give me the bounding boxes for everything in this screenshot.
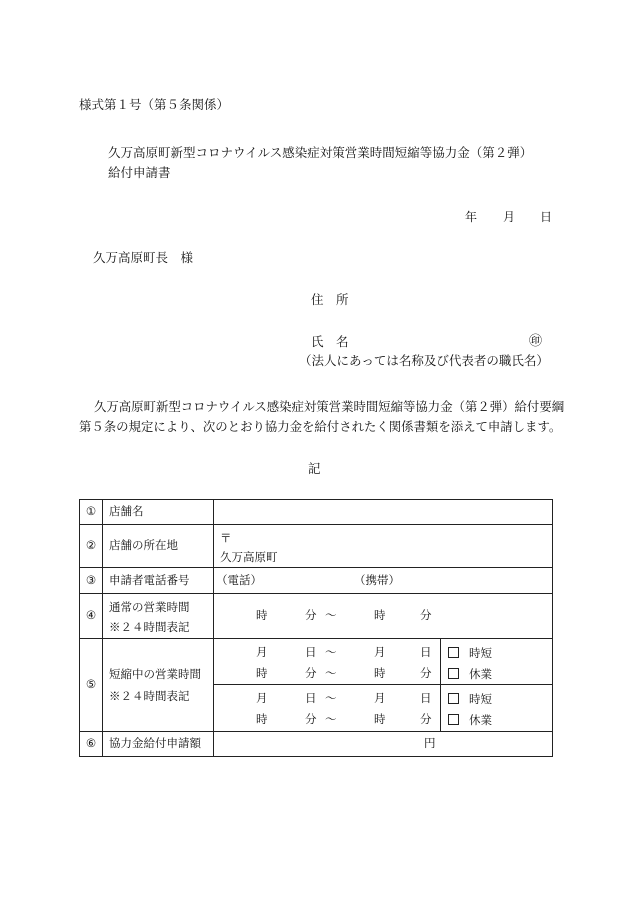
minute-unit: 分 [420,712,432,726]
day-unit: 日 [420,645,432,659]
form-number: 様式第１号（第５条関係） [79,97,230,112]
yen-unit: 円 [424,736,436,750]
phone-field[interactable] [214,568,553,594]
row-number: ① [80,500,103,525]
town-name: 久万高原町 [220,550,278,564]
row-label: 申請者電話番号 [103,568,214,594]
minute-unit: 分 [420,666,432,680]
addressee: 久万高原町長 様 [93,250,194,265]
option-short-hours[interactable]: 時短 [448,693,492,706]
minute-unit: 分 [420,608,432,622]
corporate-note: （法人にあっては名称及び代表者の職氏名） [299,353,549,368]
mobile-label: （携帯） [354,573,400,587]
minute-unit: 分 [305,608,317,622]
seal-mark: ㊞ [529,334,543,349]
form-title-line2: 給付申請書 [108,165,171,180]
row-label: 店舗の所在地 [103,525,214,568]
table-row-shop-name [80,500,553,525]
table-row-amount [80,732,553,757]
hour-unit: 時 [256,666,268,680]
body-text-line2: 第５条の規定により、次のとおり協力金を給付されたく関係書類を添えて申請します。 [79,419,562,434]
row-number: ④ [80,594,103,639]
row-label-note: ※２４時間表記 [109,620,190,634]
row-label: 協力金給付申請額 [103,732,214,757]
month-unit: 月 [374,691,386,705]
day-unit: 日 [305,691,317,705]
minute-unit: 分 [305,712,317,726]
row-label: 通常の営業時間 [109,600,190,614]
month-unit: 月 [374,645,386,659]
hour-unit: 時 [374,608,386,622]
month-unit: 月 [256,691,268,705]
tilde: ～ [325,712,337,726]
table-row-shop-address [80,525,553,568]
row-label-note: ※２４時間表記 [109,689,190,703]
tilde: ～ [325,608,337,622]
option-closed[interactable]: 休業 [448,714,492,727]
checkbox-icon [448,714,459,725]
ki-heading: 記 [308,461,321,476]
month-unit: 月 [256,645,268,659]
row-label: 店舗名 [103,500,214,525]
shop-name-field[interactable] [214,500,553,525]
option-closed[interactable]: 休業 [448,668,492,681]
tilde: ～ [325,691,337,705]
hour-unit: 時 [256,608,268,622]
amount-field[interactable] [214,732,553,757]
body-text-line1: 久万高原町新型コロナウイルス感染症対策営業時間短縮等協力金（第２弾）給付要綱 [94,399,565,414]
shortened-hours-field[interactable] [214,639,553,732]
form-title-line1: 久万高原町新型コロナウイルス感染症対策営業時間短縮等協力金（第２弾） [108,145,533,160]
table-row-phone [80,568,553,594]
name-label: 氏 名 [311,334,349,349]
hour-unit: 時 [374,712,386,726]
tilde: ～ [325,645,337,659]
row-number: ⑤ [80,639,103,732]
postal-mark: 〒 [220,531,232,545]
application-table [79,499,553,757]
row-number: ⑥ [80,732,103,757]
option-short-hours[interactable]: 時短 [448,647,492,660]
minute-unit: 分 [305,666,317,680]
checkbox-icon [448,693,459,704]
day-unit: 日 [305,645,317,659]
date-year: 年 [465,210,478,224]
table-row-normal-hours [80,594,553,639]
checkbox-icon [448,668,459,679]
row-number: ② [80,525,103,568]
normal-hours-field[interactable] [214,594,553,639]
hour-unit: 時 [256,712,268,726]
tilde: ～ [325,666,337,680]
date-day: 日 [540,210,553,224]
date-month: 月 [503,210,516,224]
checkbox-icon [448,647,459,658]
shop-address-field[interactable] [214,525,553,568]
row-label: 短縮中の営業時間 [109,667,201,681]
address-label: 住 所 [311,292,349,307]
phone-label: （電話） [216,573,262,587]
row-number: ③ [80,568,103,594]
hour-unit: 時 [374,666,386,680]
day-unit: 日 [420,691,432,705]
table-row-shortened-hours [80,639,553,732]
